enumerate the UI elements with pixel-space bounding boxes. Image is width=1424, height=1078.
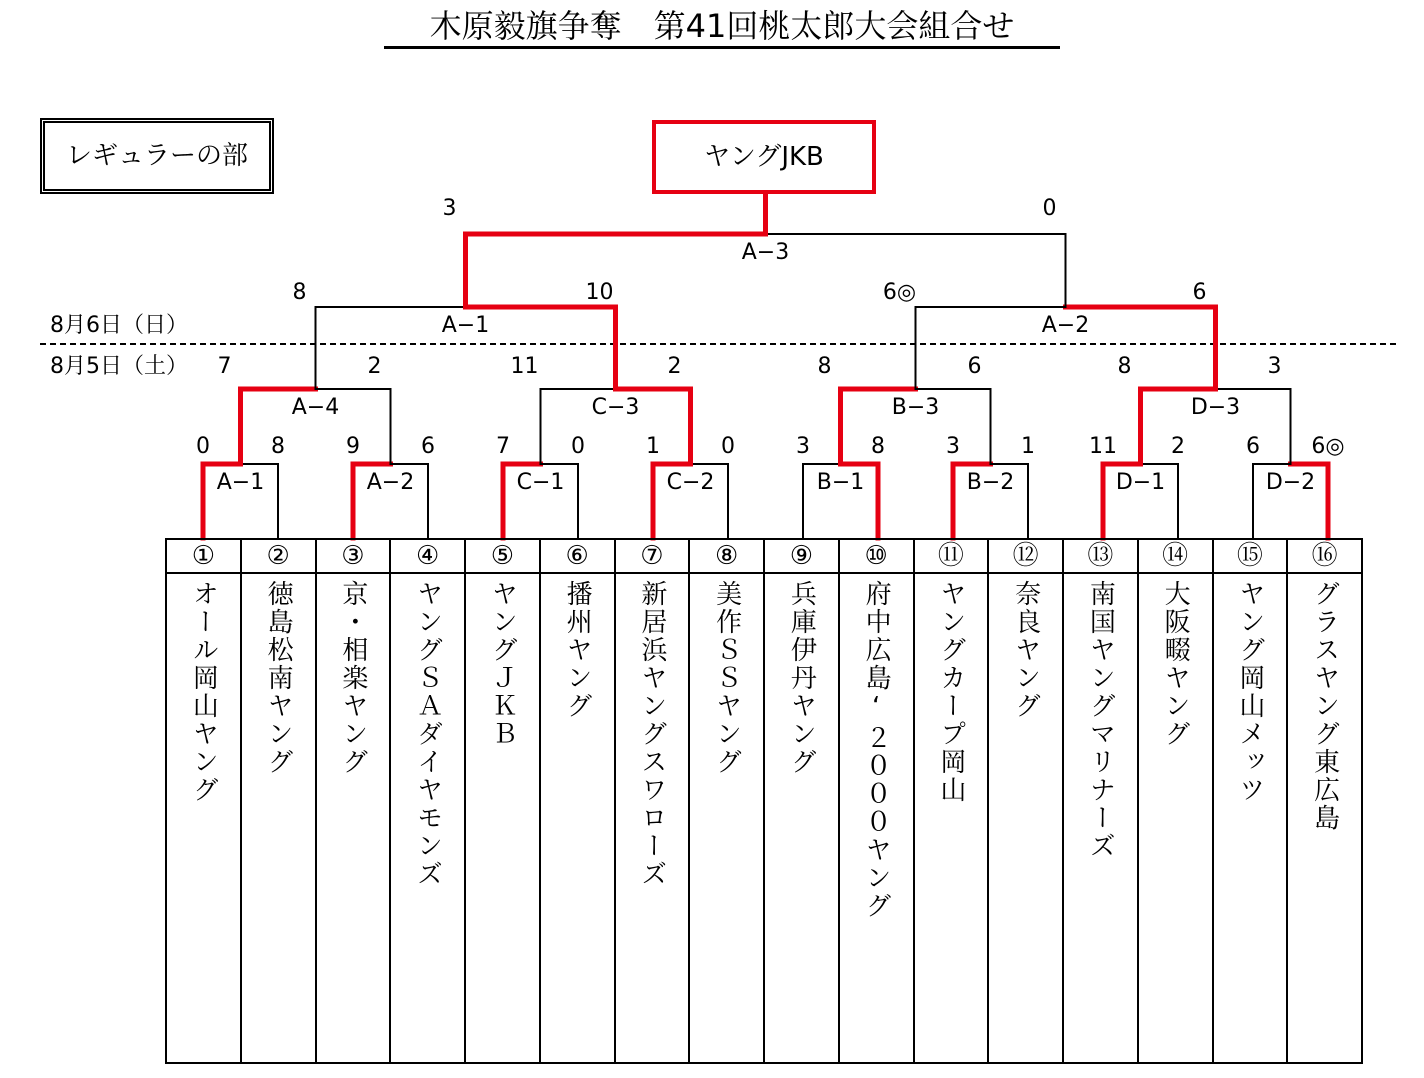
score-left: 3 bbox=[796, 434, 810, 459]
team-column bbox=[1214, 540, 1289, 1062]
section-label: レギュラーの部 bbox=[40, 118, 274, 194]
score-left: 6 bbox=[1246, 434, 1260, 459]
match-label: B−1 bbox=[816, 470, 865, 495]
match-label: A−1 bbox=[216, 470, 265, 495]
team-number: ② bbox=[242, 540, 315, 574]
team-column bbox=[616, 540, 691, 1062]
score-right: 8 bbox=[871, 434, 885, 459]
match-label: A−4 bbox=[291, 395, 340, 420]
score-right: 2 bbox=[667, 354, 682, 379]
score-left: 3 bbox=[442, 196, 457, 221]
score-left: 8 bbox=[817, 354, 832, 379]
match-label: A−2 bbox=[366, 470, 415, 495]
team-name: 大阪畷ヤング bbox=[1160, 580, 1191, 748]
team-name: 南国ヤングマリナーズ bbox=[1085, 580, 1116, 860]
team-name: 兵庫伊丹ヤング bbox=[786, 580, 817, 776]
team-number: ⑩ bbox=[840, 540, 913, 574]
team-name: 播州ヤング bbox=[562, 580, 593, 720]
team-name: 美作ＳＳヤング bbox=[711, 580, 742, 776]
team-column bbox=[317, 540, 392, 1062]
page-title: 木原毅旗争奪 第41回桃太郎大会組合せ bbox=[384, 6, 1060, 49]
champion-box: ヤングJKB bbox=[652, 120, 876, 194]
team-name: 京・相楽ヤング bbox=[337, 580, 368, 776]
score-right: 8 bbox=[271, 434, 285, 459]
team-column bbox=[167, 540, 242, 1062]
match-label: A−1 bbox=[441, 313, 490, 338]
score-right: 6◎ bbox=[1311, 434, 1345, 459]
score-right: 0 bbox=[721, 434, 735, 459]
score-left: 1 bbox=[646, 434, 660, 459]
team-name: ヤングＪＫＢ bbox=[487, 580, 518, 748]
score-left: 8 bbox=[292, 280, 307, 305]
team-number: ⑪ bbox=[915, 540, 988, 574]
score-right: 10 bbox=[585, 280, 614, 305]
score-right: 0 bbox=[571, 434, 585, 459]
score-left: 8 bbox=[1117, 354, 1132, 379]
score-right: 3 bbox=[1267, 354, 1282, 379]
date-day1: 8月5日（土） bbox=[50, 354, 188, 379]
team-column bbox=[1139, 540, 1214, 1062]
team-number: ⑫ bbox=[989, 540, 1062, 574]
team-name: ヤング岡山メッツ bbox=[1234, 580, 1265, 804]
score-left: 7 bbox=[217, 354, 232, 379]
team-column bbox=[541, 540, 616, 1062]
match-label: B−2 bbox=[966, 470, 1015, 495]
score-right: 6 bbox=[1192, 280, 1207, 305]
team-number: ⑬ bbox=[1064, 540, 1137, 574]
score-right: 6 bbox=[421, 434, 435, 459]
team-number: ① bbox=[167, 540, 240, 574]
team-name: 奈良ヤング bbox=[1010, 580, 1041, 720]
team-column bbox=[242, 540, 317, 1062]
score-left: 9 bbox=[346, 434, 360, 459]
match-label: C−1 bbox=[516, 470, 565, 495]
match-label: C−2 bbox=[666, 470, 715, 495]
team-name: ヤングＳＡダイヤモンズ bbox=[412, 580, 443, 888]
team-number: ⑦ bbox=[616, 540, 689, 574]
date-day2: 8月6日（日） bbox=[50, 313, 188, 338]
score-left: 0 bbox=[196, 434, 210, 459]
score-left: 3 bbox=[946, 434, 960, 459]
match-label: C−3 bbox=[591, 395, 640, 420]
team-number: ⑮ bbox=[1214, 540, 1287, 574]
team-number: ⑨ bbox=[765, 540, 838, 574]
score-right: 2 bbox=[367, 354, 382, 379]
team-column bbox=[1064, 540, 1139, 1062]
score-right: 6 bbox=[967, 354, 982, 379]
match-label: D−3 bbox=[1190, 395, 1241, 420]
score-right: 1 bbox=[1021, 434, 1035, 459]
score-left: 6◎ bbox=[882, 280, 917, 305]
team-columns bbox=[165, 538, 1363, 1064]
match-label: D−1 bbox=[1115, 470, 1166, 495]
team-number: ⑧ bbox=[690, 540, 763, 574]
score-left: 7 bbox=[496, 434, 510, 459]
team-number: ④ bbox=[391, 540, 464, 574]
team-name: グラスヤング東広島 bbox=[1309, 580, 1340, 832]
team-number: ③ bbox=[317, 540, 390, 574]
match-label: B−3 bbox=[891, 395, 940, 420]
team-column bbox=[690, 540, 765, 1062]
team-column bbox=[989, 540, 1064, 1062]
score-left: 11 bbox=[1089, 434, 1117, 459]
team-name: 府中広島‘２０００ヤング bbox=[861, 580, 892, 920]
match-label: D−2 bbox=[1265, 470, 1316, 495]
team-column bbox=[765, 540, 840, 1062]
team-column bbox=[915, 540, 990, 1062]
team-column bbox=[466, 540, 541, 1062]
team-number: ⑥ bbox=[541, 540, 614, 574]
team-name: 徳島松南ヤング bbox=[263, 580, 294, 776]
match-label: A−3 bbox=[741, 240, 790, 265]
team-name: 新居浜ヤングスワローズ bbox=[636, 580, 667, 888]
score-right: 2 bbox=[1171, 434, 1185, 459]
team-number: ⑤ bbox=[466, 540, 539, 574]
team-column bbox=[1288, 540, 1361, 1062]
match-label: A−2 bbox=[1041, 313, 1090, 338]
score-right: 0 bbox=[1042, 196, 1057, 221]
team-column bbox=[391, 540, 466, 1062]
score-left: 11 bbox=[510, 354, 539, 379]
team-name: ヤングカープ岡山 bbox=[935, 580, 966, 804]
team-number: ⑭ bbox=[1139, 540, 1212, 574]
team-number: ⑯ bbox=[1288, 540, 1361, 574]
team-column bbox=[840, 540, 915, 1062]
team-name: オール岡山ヤング bbox=[188, 580, 219, 804]
